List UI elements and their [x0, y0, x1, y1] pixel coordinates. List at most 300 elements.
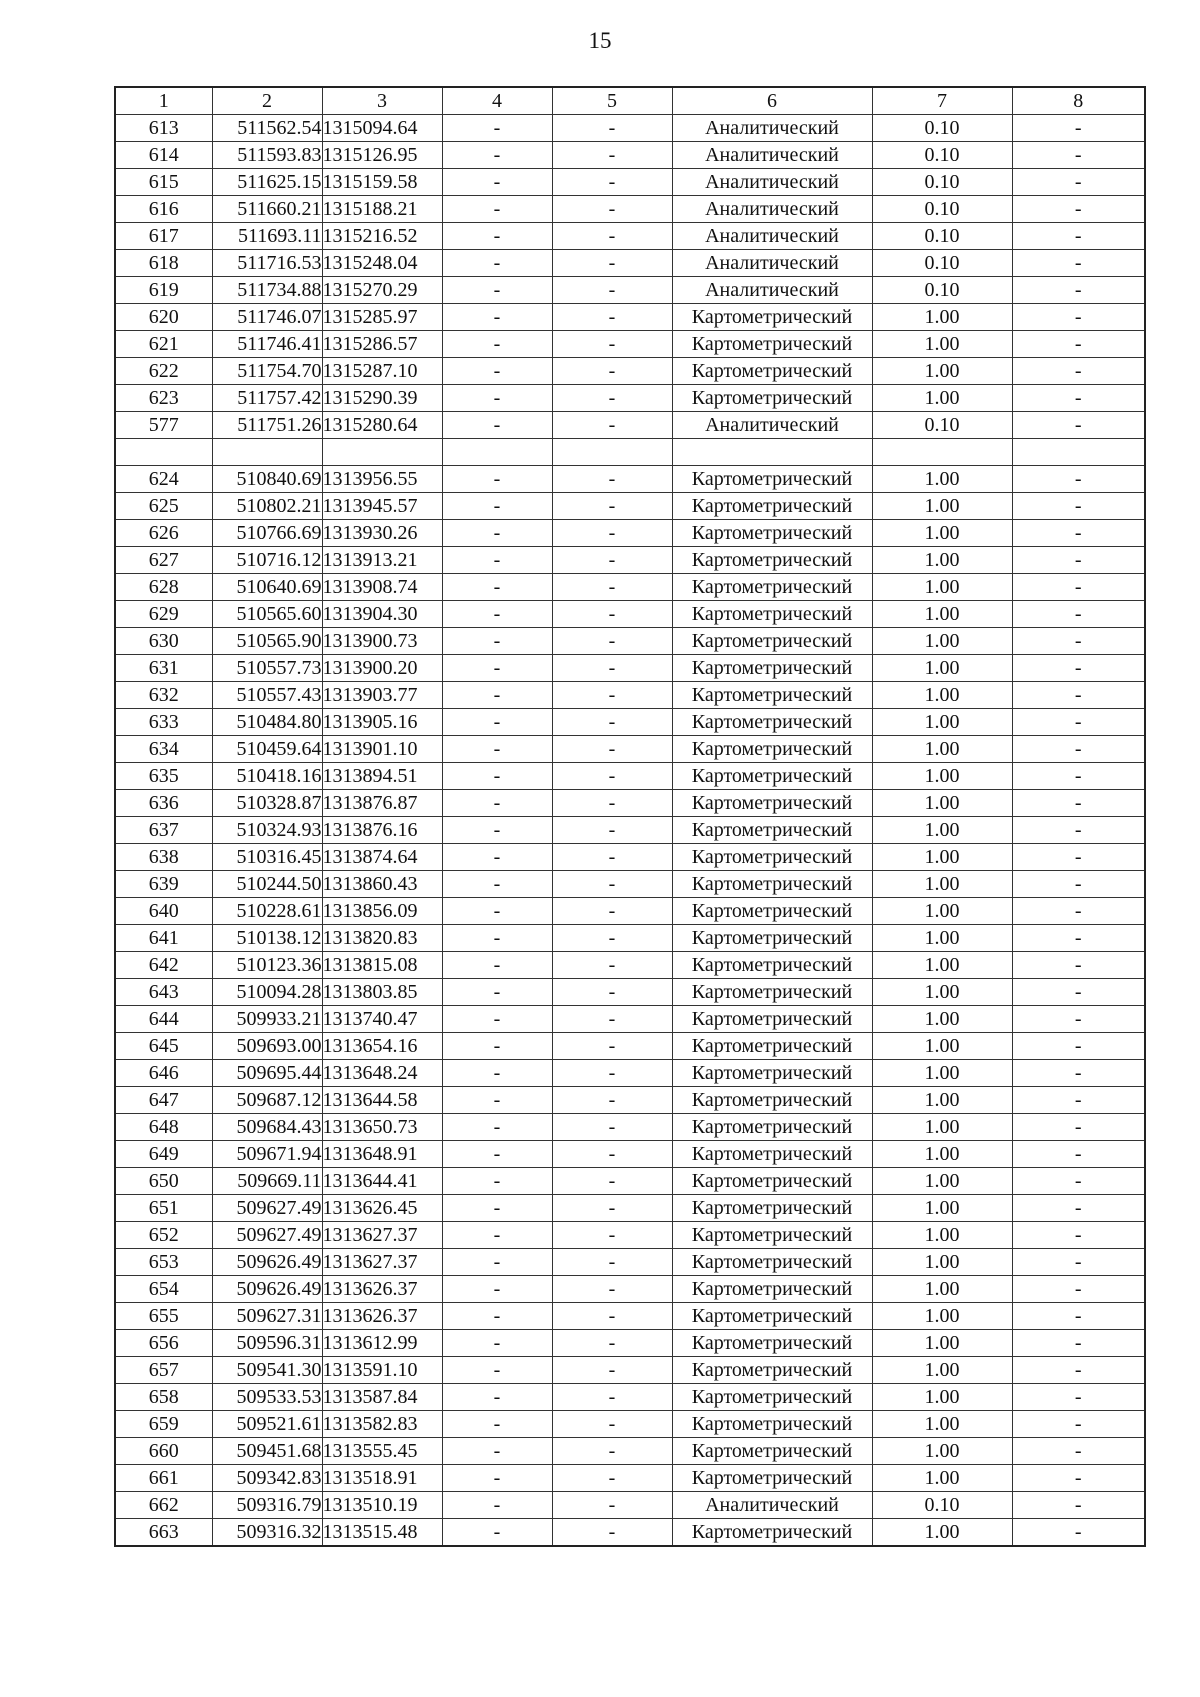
accuracy-cell: 0.10 — [872, 412, 1012, 439]
method-cell: Картометрический — [672, 709, 872, 736]
col8-cell: - — [1012, 1357, 1145, 1384]
col4-cell: - — [442, 979, 552, 1006]
table-header-row — [115, 87, 1145, 115]
table-row — [115, 898, 1145, 925]
table-row — [115, 601, 1145, 628]
accuracy-cell: 1.00 — [872, 1357, 1012, 1384]
col8-cell: - — [1012, 1384, 1145, 1411]
accuracy-cell: 1.00 — [872, 1222, 1012, 1249]
y-coordinate-cell: 1315286.57 — [322, 331, 442, 358]
point-number-cell: 659 — [115, 1411, 212, 1438]
point-number-cell: 635 — [115, 763, 212, 790]
method-cell: Картометрический — [672, 1195, 872, 1222]
col5-cell: - — [552, 1060, 672, 1087]
y-coordinate-cell: 1313956.55 — [322, 466, 442, 493]
col5-cell: - — [552, 196, 672, 223]
x-coordinate-cell: 509596.31 — [212, 1330, 322, 1357]
y-coordinate-cell: 1313815.08 — [322, 952, 442, 979]
point-number-cell: 652 — [115, 1222, 212, 1249]
accuracy-cell: 1.00 — [872, 763, 1012, 790]
y-coordinate-cell: 1313515.48 — [322, 1519, 442, 1547]
point-number-cell: 632 — [115, 682, 212, 709]
table-row — [115, 1276, 1145, 1303]
method-cell: Картометрический — [672, 520, 872, 547]
col8-cell: - — [1012, 196, 1145, 223]
col4-cell: - — [442, 1465, 552, 1492]
col5-cell: - — [552, 871, 672, 898]
method-cell: Аналитический — [672, 169, 872, 196]
col4-cell: - — [442, 1060, 552, 1087]
x-coordinate-cell: 509627.49 — [212, 1195, 322, 1222]
col4-cell: - — [442, 628, 552, 655]
col4-cell — [442, 439, 552, 466]
accuracy-cell: 1.00 — [872, 466, 1012, 493]
col5-cell: - — [552, 1519, 672, 1547]
accuracy-cell: 1.00 — [872, 871, 1012, 898]
table-row — [115, 1465, 1145, 1492]
y-coordinate-cell: 1313904.30 — [322, 601, 442, 628]
method-cell: Картометрический — [672, 601, 872, 628]
point-number-cell: 660 — [115, 1438, 212, 1465]
point-number-cell: 661 — [115, 1465, 212, 1492]
y-coordinate-cell: 1313820.83 — [322, 925, 442, 952]
method-cell: Картометрический — [672, 466, 872, 493]
table-row — [115, 223, 1145, 250]
table-row — [115, 628, 1145, 655]
accuracy-cell: 1.00 — [872, 1303, 1012, 1330]
col8-cell: - — [1012, 1249, 1145, 1276]
x-coordinate-cell: 509933.21 — [212, 1006, 322, 1033]
x-coordinate-cell: 509695.44 — [212, 1060, 322, 1087]
col8-cell: - — [1012, 898, 1145, 925]
x-coordinate-cell: 511754.70 — [212, 358, 322, 385]
accuracy-cell: 0.10 — [872, 1492, 1012, 1519]
method-cell: Картометрический — [672, 1060, 872, 1087]
y-coordinate-cell: 1315159.58 — [322, 169, 442, 196]
accuracy-cell: 0.10 — [872, 142, 1012, 169]
accuracy-cell: 0.10 — [872, 223, 1012, 250]
x-coordinate-cell: 511660.21 — [212, 196, 322, 223]
y-coordinate-cell: 1315287.10 — [322, 358, 442, 385]
x-coordinate-cell: 509626.49 — [212, 1276, 322, 1303]
accuracy-cell: 1.00 — [872, 817, 1012, 844]
method-cell: Картометрический — [672, 1168, 872, 1195]
point-number-cell: 662 — [115, 1492, 212, 1519]
col5-cell: - — [552, 1033, 672, 1060]
col8-cell: - — [1012, 628, 1145, 655]
y-coordinate-cell: 1315290.39 — [322, 385, 442, 412]
y-coordinate-cell — [322, 439, 442, 466]
table-row — [115, 142, 1145, 169]
col4-cell: - — [442, 1303, 552, 1330]
accuracy-cell: 1.00 — [872, 1060, 1012, 1087]
col8-cell: - — [1012, 250, 1145, 277]
col5-cell — [552, 439, 672, 466]
page-number: 15 — [588, 28, 612, 53]
accuracy-cell: 1.00 — [872, 1006, 1012, 1033]
accuracy-cell: 1.00 — [872, 601, 1012, 628]
x-coordinate-cell: 509684.43 — [212, 1114, 322, 1141]
point-number-cell: 621 — [115, 331, 212, 358]
accuracy-cell: 1.00 — [872, 358, 1012, 385]
x-coordinate-cell: 510094.28 — [212, 979, 322, 1006]
col8-cell: - — [1012, 277, 1145, 304]
x-coordinate-cell: 511746.41 — [212, 331, 322, 358]
col5-cell: - — [552, 385, 672, 412]
method-cell: Картометрический — [672, 1384, 872, 1411]
x-coordinate-cell: 511693.11 — [212, 223, 322, 250]
col5-cell: - — [552, 979, 672, 1006]
header-cell: 5 — [552, 87, 672, 115]
x-coordinate-cell: 509626.49 — [212, 1249, 322, 1276]
col5-cell: - — [552, 1141, 672, 1168]
accuracy-cell: 0.10 — [872, 277, 1012, 304]
method-cell: Картометрический — [672, 1006, 872, 1033]
accuracy-cell: 1.00 — [872, 385, 1012, 412]
method-cell: Аналитический — [672, 115, 872, 142]
y-coordinate-cell: 1313900.20 — [322, 655, 442, 682]
accuracy-cell — [872, 439, 1012, 466]
table-row — [115, 520, 1145, 547]
col4-cell: - — [442, 925, 552, 952]
col4-cell: - — [442, 169, 552, 196]
x-coordinate-cell: 510840.69 — [212, 466, 322, 493]
table-row — [115, 655, 1145, 682]
y-coordinate-cell: 1313930.26 — [322, 520, 442, 547]
point-number-cell: 648 — [115, 1114, 212, 1141]
table-row — [115, 115, 1145, 142]
accuracy-cell: 1.00 — [872, 1411, 1012, 1438]
y-coordinate-cell: 1313510.19 — [322, 1492, 442, 1519]
method-cell: Аналитический — [672, 223, 872, 250]
table-row — [115, 1330, 1145, 1357]
col4-cell: - — [442, 709, 552, 736]
point-number-cell: 616 — [115, 196, 212, 223]
accuracy-cell: 1.00 — [872, 1384, 1012, 1411]
col4-cell: - — [442, 223, 552, 250]
col5-cell: - — [552, 601, 672, 628]
y-coordinate-cell: 1313627.37 — [322, 1249, 442, 1276]
y-coordinate-cell: 1313626.45 — [322, 1195, 442, 1222]
method-cell: Картометрический — [672, 682, 872, 709]
table-row — [115, 412, 1145, 439]
header-cell: 1 — [115, 87, 212, 115]
method-cell: Картометрический — [672, 358, 872, 385]
table-body — [115, 87, 1145, 1546]
table-row — [115, 466, 1145, 493]
point-number-cell: 628 — [115, 574, 212, 601]
x-coordinate-cell: 509669.11 — [212, 1168, 322, 1195]
x-coordinate-cell: 511625.15 — [212, 169, 322, 196]
accuracy-cell: 1.00 — [872, 1465, 1012, 1492]
point-number-cell: 656 — [115, 1330, 212, 1357]
point-number-cell: 625 — [115, 493, 212, 520]
y-coordinate-cell: 1313900.73 — [322, 628, 442, 655]
x-coordinate-cell: 510766.69 — [212, 520, 322, 547]
col8-cell: - — [1012, 358, 1145, 385]
col4-cell: - — [442, 763, 552, 790]
col5-cell: - — [552, 709, 672, 736]
y-coordinate-cell: 1313908.74 — [322, 574, 442, 601]
col5-cell: - — [552, 331, 672, 358]
x-coordinate-cell: 510328.87 — [212, 790, 322, 817]
col4-cell: - — [442, 331, 552, 358]
col4-cell: - — [442, 385, 552, 412]
point-number-cell: 619 — [115, 277, 212, 304]
point-number-cell: 651 — [115, 1195, 212, 1222]
x-coordinate-cell: 510228.61 — [212, 898, 322, 925]
x-coordinate-cell: 509521.61 — [212, 1411, 322, 1438]
x-coordinate-cell: 509533.53 — [212, 1384, 322, 1411]
x-coordinate-cell: 509671.94 — [212, 1141, 322, 1168]
point-number-cell: 629 — [115, 601, 212, 628]
table-row — [115, 277, 1145, 304]
col8-cell: - — [1012, 682, 1145, 709]
x-coordinate-cell: 509627.49 — [212, 1222, 322, 1249]
header-cell: 8 — [1012, 87, 1145, 115]
accuracy-cell: 1.00 — [872, 655, 1012, 682]
col5-cell: - — [552, 736, 672, 763]
point-number-cell: 658 — [115, 1384, 212, 1411]
col5-cell: - — [552, 1195, 672, 1222]
method-cell: Картометрический — [672, 655, 872, 682]
table-row — [115, 952, 1145, 979]
method-cell: Картометрический — [672, 952, 872, 979]
col4-cell: - — [442, 844, 552, 871]
y-coordinate-cell: 1313555.45 — [322, 1438, 442, 1465]
accuracy-cell: 1.00 — [872, 1033, 1012, 1060]
col4-cell: - — [442, 196, 552, 223]
col8-cell: - — [1012, 223, 1145, 250]
col8-cell: - — [1012, 385, 1145, 412]
point-number-cell: 617 — [115, 223, 212, 250]
point-number-cell: 615 — [115, 169, 212, 196]
method-cell: Картометрический — [672, 736, 872, 763]
accuracy-cell: 1.00 — [872, 952, 1012, 979]
x-coordinate-cell: 510557.73 — [212, 655, 322, 682]
col8-cell: - — [1012, 844, 1145, 871]
col4-cell: - — [442, 1006, 552, 1033]
table-row — [115, 1087, 1145, 1114]
method-cell: Картометрический — [672, 304, 872, 331]
col8-cell: - — [1012, 1492, 1145, 1519]
col8-cell: - — [1012, 1006, 1145, 1033]
col8-cell: - — [1012, 1033, 1145, 1060]
x-coordinate-cell: 511562.54 — [212, 115, 322, 142]
point-number-cell: 636 — [115, 790, 212, 817]
table-row — [115, 1438, 1145, 1465]
point-number-cell: 647 — [115, 1087, 212, 1114]
x-coordinate-cell: 510418.16 — [212, 763, 322, 790]
x-coordinate-cell: 510716.12 — [212, 547, 322, 574]
accuracy-cell: 0.10 — [872, 115, 1012, 142]
col4-cell: - — [442, 277, 552, 304]
y-coordinate-cell: 1315188.21 — [322, 196, 442, 223]
y-coordinate-cell: 1313587.84 — [322, 1384, 442, 1411]
table-row — [115, 790, 1145, 817]
point-number-cell: 649 — [115, 1141, 212, 1168]
col5-cell: - — [552, 466, 672, 493]
method-cell: Картометрический — [672, 898, 872, 925]
point-number-cell: 638 — [115, 844, 212, 871]
accuracy-cell: 1.00 — [872, 547, 1012, 574]
accuracy-cell: 1.00 — [872, 1330, 1012, 1357]
col4-cell: - — [442, 1249, 552, 1276]
table-row — [115, 1303, 1145, 1330]
y-coordinate-cell: 1313903.77 — [322, 682, 442, 709]
table-row — [115, 547, 1145, 574]
col8-cell: - — [1012, 547, 1145, 574]
accuracy-cell: 1.00 — [872, 898, 1012, 925]
y-coordinate-cell: 1313874.64 — [322, 844, 442, 871]
col5-cell: - — [552, 1330, 672, 1357]
col8-cell: - — [1012, 574, 1145, 601]
point-number-cell: 639 — [115, 871, 212, 898]
table-row — [115, 385, 1145, 412]
header-cell: 6 — [672, 87, 872, 115]
table-row — [115, 709, 1145, 736]
col5-cell: - — [552, 898, 672, 925]
method-cell: Аналитический — [672, 142, 872, 169]
point-number-cell: 642 — [115, 952, 212, 979]
method-cell: Картометрический — [672, 1033, 872, 1060]
col8-cell: - — [1012, 1114, 1145, 1141]
col8-cell: - — [1012, 1195, 1145, 1222]
accuracy-cell: 1.00 — [872, 979, 1012, 1006]
accuracy-cell: 1.00 — [872, 709, 1012, 736]
table-row — [115, 1249, 1145, 1276]
header-cell: 4 — [442, 87, 552, 115]
x-coordinate-cell: 509316.79 — [212, 1492, 322, 1519]
col5-cell: - — [552, 412, 672, 439]
col4-cell: - — [442, 1141, 552, 1168]
accuracy-cell: 1.00 — [872, 304, 1012, 331]
col8-cell: - — [1012, 952, 1145, 979]
col5-cell: - — [552, 817, 672, 844]
method-cell: Картометрический — [672, 1438, 872, 1465]
table-row — [115, 1168, 1145, 1195]
col8-cell: - — [1012, 142, 1145, 169]
table-row — [115, 1519, 1145, 1547]
col8-cell: - — [1012, 601, 1145, 628]
method-cell: Аналитический — [672, 277, 872, 304]
col4-cell: - — [442, 547, 552, 574]
y-coordinate-cell: 1315126.95 — [322, 142, 442, 169]
accuracy-cell: 1.00 — [872, 628, 1012, 655]
col5-cell: - — [552, 493, 672, 520]
y-coordinate-cell: 1315094.64 — [322, 115, 442, 142]
accuracy-cell: 1.00 — [872, 1168, 1012, 1195]
point-number-cell: 626 — [115, 520, 212, 547]
col5-cell: - — [552, 844, 672, 871]
col5-cell: - — [552, 1168, 672, 1195]
col8-cell: - — [1012, 763, 1145, 790]
point-number-cell: 640 — [115, 898, 212, 925]
y-coordinate-cell: 1313740.47 — [322, 1006, 442, 1033]
method-cell: Аналитический — [672, 412, 872, 439]
col5-cell: - — [552, 142, 672, 169]
accuracy-cell: 0.10 — [872, 196, 1012, 223]
point-number-cell: 577 — [115, 412, 212, 439]
y-coordinate-cell: 1313626.37 — [322, 1303, 442, 1330]
accuracy-cell: 1.00 — [872, 1249, 1012, 1276]
table-row — [115, 871, 1145, 898]
accuracy-cell: 0.10 — [872, 169, 1012, 196]
point-number-cell: 663 — [115, 1519, 212, 1547]
accuracy-cell: 1.00 — [872, 1087, 1012, 1114]
col5-cell: - — [552, 115, 672, 142]
table-row — [115, 493, 1145, 520]
col5-cell: - — [552, 1492, 672, 1519]
method-cell: Картометрический — [672, 763, 872, 790]
col5-cell: - — [552, 1465, 672, 1492]
col4-cell: - — [442, 1033, 552, 1060]
col4-cell: - — [442, 1411, 552, 1438]
col8-cell: - — [1012, 1060, 1145, 1087]
point-number-cell: 643 — [115, 979, 212, 1006]
x-coordinate-cell: 511734.88 — [212, 277, 322, 304]
col4-cell: - — [442, 736, 552, 763]
col5-cell: - — [552, 628, 672, 655]
col5-cell: - — [552, 358, 672, 385]
x-coordinate-cell: 509693.00 — [212, 1033, 322, 1060]
y-coordinate-cell: 1313648.24 — [322, 1060, 442, 1087]
x-coordinate-cell: 510557.43 — [212, 682, 322, 709]
col8-cell: - — [1012, 412, 1145, 439]
method-cell: Картометрический — [672, 1330, 872, 1357]
y-coordinate-cell: 1315270.29 — [322, 277, 442, 304]
table-row — [115, 736, 1145, 763]
x-coordinate-cell: 511751.26 — [212, 412, 322, 439]
x-coordinate-cell — [212, 439, 322, 466]
accuracy-cell: 1.00 — [872, 682, 1012, 709]
method-cell: Картометрический — [672, 844, 872, 871]
col4-cell: - — [442, 1168, 552, 1195]
x-coordinate-cell: 509541.30 — [212, 1357, 322, 1384]
method-cell: Картометрический — [672, 1222, 872, 1249]
col4-cell: - — [442, 1438, 552, 1465]
x-coordinate-cell: 511746.07 — [212, 304, 322, 331]
col4-cell: - — [442, 898, 552, 925]
col8-cell: - — [1012, 115, 1145, 142]
col5-cell: - — [552, 250, 672, 277]
method-cell — [672, 439, 872, 466]
table-row — [115, 925, 1145, 952]
table-row — [115, 844, 1145, 871]
col8-cell: - — [1012, 1438, 1145, 1465]
accuracy-cell: 1.00 — [872, 925, 1012, 952]
col8-cell: - — [1012, 979, 1145, 1006]
col8-cell: - — [1012, 1411, 1145, 1438]
col5-cell: - — [552, 574, 672, 601]
x-coordinate-cell: 511593.83 — [212, 142, 322, 169]
method-cell: Картометрический — [672, 547, 872, 574]
col8-cell: - — [1012, 790, 1145, 817]
table-row — [115, 358, 1145, 385]
y-coordinate-cell: 1313905.16 — [322, 709, 442, 736]
col4-cell: - — [442, 1330, 552, 1357]
x-coordinate-cell: 510459.64 — [212, 736, 322, 763]
table-row — [115, 1357, 1145, 1384]
y-coordinate-cell: 1313876.87 — [322, 790, 442, 817]
col4-cell: - — [442, 1114, 552, 1141]
col8-cell: - — [1012, 1303, 1145, 1330]
col5-cell: - — [552, 1276, 672, 1303]
accuracy-cell: 1.00 — [872, 1276, 1012, 1303]
point-number-cell: 644 — [115, 1006, 212, 1033]
point-number-cell: 630 — [115, 628, 212, 655]
accuracy-cell: 1.00 — [872, 790, 1012, 817]
